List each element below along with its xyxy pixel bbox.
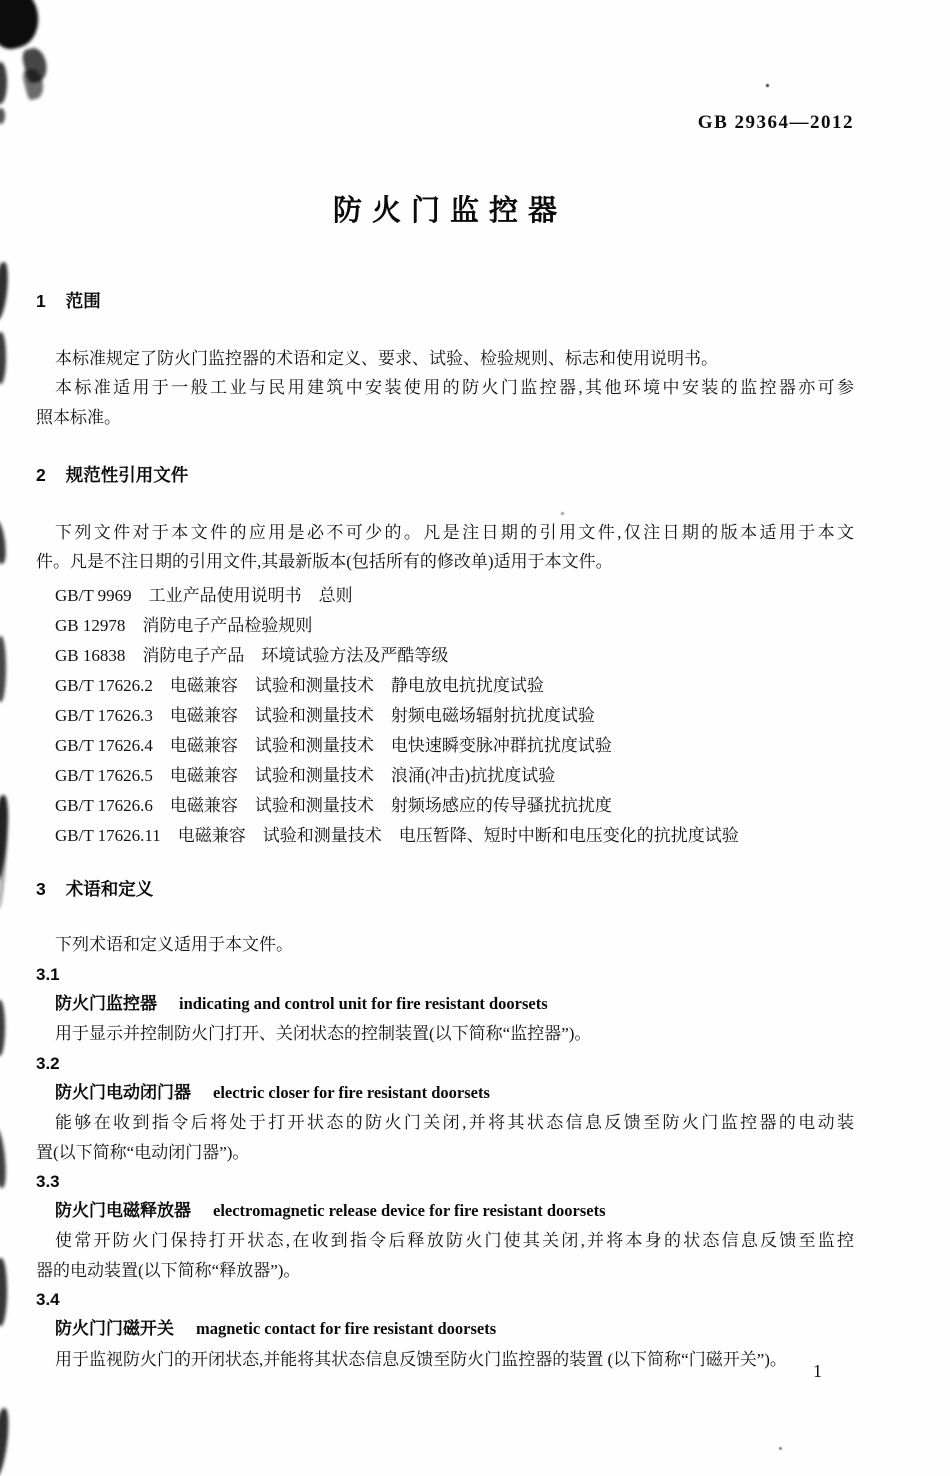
terms-and-definitions (36, 930, 854, 1373)
reference-item: GB 12978 消防电子产品检验规则 (55, 616, 313, 636)
term-en: indicating and control unit for fire resistant doorsets (179, 994, 548, 1014)
reference-item: GB/T 9969 工业产品使用说明书 总则 (55, 586, 353, 606)
section-2-title: 规范性引用文件 (65, 464, 189, 485)
term-zh: 防火门电动闭门器 (55, 1082, 191, 1102)
term-entry (36, 1314, 854, 1344)
term-entry (36, 989, 854, 1019)
paragraph-line: 本标准规定了防火门监控器的术语和定义、要求、试验、检验规则、标志和使用说明书。 (55, 349, 718, 368)
clause-number: 3.3 (36, 1171, 60, 1191)
paragraph-line: 件。凡是不注日期的引用文件,其最新版本(包括所有的修改单)适用于本文件。 (36, 552, 613, 572)
clause-number: 3.2 (36, 1053, 60, 1073)
scan-artifact (0, 519, 8, 564)
paragraph-line: 下列术语和定义适用于本文件。 (55, 935, 293, 955)
term-entry (36, 1078, 854, 1108)
reference-item: GB/T 17626.3 电磁兼容 试验和测量技术 射频电磁场辐射抗扰度试验 (55, 706, 595, 726)
definition-line: 置(以下简称“电动闭门器”)。 (36, 1142, 250, 1162)
term-en: electromagnetic release device for fire resistant doorsets (213, 1201, 606, 1221)
paragraph-line: 照本标准。 (36, 407, 121, 427)
clause-number: 3.1 (36, 964, 60, 984)
paragraph-line: 本标准适用于一般工业与民用建筑中安装使用的防火门监控器,其他环境中安装的监控器亦可参 (55, 378, 854, 398)
normative-references-list (36, 581, 854, 851)
paragraph-line: 下列文件对于本文件的应用是必不可少的。凡是注日期的引用文件,仅注日期的版本适用于本文 (55, 522, 854, 542)
scan-artifact (0, 1000, 5, 1056)
section-3-number: 3 (36, 879, 46, 900)
document-title: 防火门监控器 (332, 195, 567, 227)
reference-item: GB/T 17626.4 电磁兼容 试验和测量技术 电快速瞬变脉冲群抗扰度试验 (55, 736, 612, 756)
term-zh: 防火门监控器 (55, 994, 157, 1014)
section-1-title: 范围 (65, 291, 101, 311)
scan-artifact (0, 262, 10, 321)
reference-item: GB/T 17626.6 电磁兼容 试验和测量技术 射频场感应的传导骚扰抗扰度 (55, 796, 612, 816)
term-en: electric closer for fire resistant doorsets (213, 1082, 490, 1102)
section-1-heading (36, 287, 854, 316)
scan-speck (779, 1447, 782, 1450)
definition-line: 能够在收到指令后将处于打开状态的防火门关闭,并将其状态信息反馈至防火门监控器的电动装 (55, 1113, 854, 1133)
definition-line: 用于显示并控制防火门打开、关闭状态的控制装置(以下简称“监控器”)。 (55, 1024, 592, 1044)
section-3-title: 术语和定义 (65, 879, 154, 900)
reference-item: GB/T 17626.11 电磁兼容 试验和测量技术 电压暂降、短时中断和电压变化的抗扰度试验 (55, 826, 739, 846)
scan-artifact (0, 62, 7, 104)
definition-line: 用于监视防火门的开闭状态,并能将其状态信息反馈至防火门监控器的装置 (以下简称“门磁开关”)。 (55, 1349, 787, 1369)
scan-artifact (0, 636, 6, 702)
section-3-heading (36, 875, 854, 904)
definition-line: 器的电动装置(以下简称“释放器”)。 (36, 1260, 301, 1280)
scan-artifact (0, 1258, 7, 1326)
section-2-heading (36, 461, 854, 490)
scan-artifact (0, 332, 6, 384)
term-en: magnetic contact for fire resistant doorsets (196, 1319, 497, 1339)
term-zh: 防火门电磁释放器 (55, 1201, 191, 1221)
section-1-number: 1 (36, 291, 46, 311)
scan-artifact (0, 1128, 8, 1189)
reference-item: GB 16838 消防电子产品 环境试验方法及严酷等级 (55, 646, 449, 666)
scan-speck (766, 84, 769, 87)
reference-item: GB/T 17626.5 电磁兼容 试验和测量技术 浪涌(冲击)抗扰度试验 (55, 766, 556, 786)
section-2-number: 2 (36, 464, 46, 485)
reference-item: GB/T 17626.2 电磁兼容 试验和测量技术 静电放电抗扰度试验 (55, 676, 544, 696)
definition-line: 使常开防火门保持打开状态,在收到指令后释放防火门使其关闭,并将本身的状态信息反馈至监控 (55, 1231, 854, 1251)
scan-artifact (0, 1407, 11, 1476)
standard-code: GB 29364—2012 (697, 112, 854, 133)
scan-artifact (0, 108, 5, 124)
term-zh: 防火门门磁开关 (55, 1319, 174, 1339)
page-content (36, 112, 854, 1374)
scan-artifact (0, 0, 45, 53)
page-number: 1 (813, 1361, 822, 1381)
clause-number: 3.4 (36, 1290, 60, 1310)
scan-artifact (0, 795, 11, 884)
term-entry (36, 1196, 854, 1226)
